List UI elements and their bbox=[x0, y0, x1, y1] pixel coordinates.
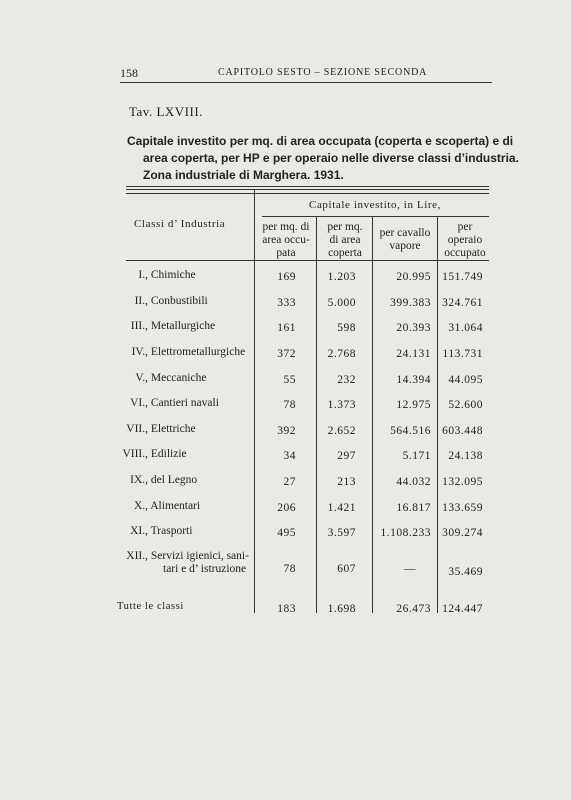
row-label: X., Alimentari bbox=[133, 500, 201, 512]
caption-line-2: area coperta, per HP e per operaio nelle diverse classi d’industria. bbox=[143, 151, 519, 165]
table-top-rule bbox=[126, 186, 489, 187]
table-cell: 78 bbox=[283, 399, 296, 411]
total-cell: 183 bbox=[277, 603, 296, 615]
column-rule-3 bbox=[372, 216, 373, 613]
table-cell: — bbox=[404, 563, 416, 575]
header-bottom-rule bbox=[126, 260, 489, 261]
table-cell: 3.597 bbox=[327, 527, 356, 539]
table-cell: 564.516 bbox=[390, 425, 431, 437]
table-cell: 5.171 bbox=[402, 450, 431, 462]
row-label: II., Conbustibili bbox=[134, 295, 208, 307]
table-cell: 495 bbox=[277, 527, 296, 539]
table-cell: 24.138 bbox=[448, 450, 483, 462]
column-rule-2 bbox=[316, 216, 317, 613]
caption-line-3: Zona industriale di Marghera. 1931. bbox=[143, 168, 344, 182]
row-label: V., Meccaniche bbox=[135, 372, 207, 384]
table-cell: 55 bbox=[283, 374, 296, 386]
row-label: IX., del Legno bbox=[130, 474, 198, 486]
table-cell: 132.095 bbox=[442, 476, 483, 488]
row-label: XII., Servizi igienici, sani- bbox=[126, 550, 249, 562]
row-label: IV., Elettrometallurgiche bbox=[131, 346, 246, 358]
table-cell: 113.731 bbox=[442, 348, 483, 360]
table-cell: 44.032 bbox=[396, 476, 431, 488]
table-cell: 603.448 bbox=[442, 425, 483, 437]
table-cell: 14.394 bbox=[396, 374, 431, 386]
table-cell: 372 bbox=[277, 348, 296, 360]
total-row-label: Tutte le classi bbox=[117, 601, 184, 612]
header-capitale: Capitale investito, in Lire, bbox=[309, 199, 441, 211]
table-cell: 12.975 bbox=[396, 399, 431, 411]
column-rule-1 bbox=[254, 190, 255, 613]
header-rule bbox=[120, 82, 492, 83]
table-cell: 297 bbox=[337, 450, 356, 462]
row-label-continuation: tari e d’ istruzione bbox=[163, 563, 247, 575]
page-header bbox=[120, 66, 492, 82]
table-cell: 213 bbox=[337, 476, 356, 488]
total-cell: 124.447 bbox=[442, 603, 483, 615]
capitale-rule bbox=[262, 216, 489, 217]
row-label: VII., Elettriche bbox=[126, 423, 196, 435]
table-cell: 324.761 bbox=[442, 297, 483, 309]
table-cell: 1.108.233 bbox=[380, 527, 431, 539]
header-classi: Classi d’ Industria bbox=[134, 218, 226, 230]
table-top-rule-2 bbox=[126, 189, 489, 190]
table-cell: 20.995 bbox=[396, 271, 431, 283]
col-header-per-cavallo-vapore: per cavallo vapore bbox=[379, 227, 431, 252]
caption-line-1: Capitale investito per mq. di area occupata (coperta e scoperta) e di bbox=[127, 134, 514, 148]
table-cell: 78 bbox=[283, 563, 296, 575]
table-cell: 5.000 bbox=[327, 297, 356, 309]
col-header-per-mq-area-coperta: per mq. di area coperta bbox=[327, 221, 363, 259]
row-label: XI., Trasporti bbox=[130, 525, 193, 537]
table-cell: 161 bbox=[277, 322, 296, 334]
table-cell: 35.469 bbox=[448, 566, 483, 578]
table-cell: 133.659 bbox=[442, 502, 483, 514]
table-cell: 44.095 bbox=[448, 374, 483, 386]
table-cell: 24.131 bbox=[396, 348, 431, 360]
table-cell: 34 bbox=[283, 450, 296, 462]
table-cell: 399.383 bbox=[390, 297, 431, 309]
table-cell: 52.600 bbox=[448, 399, 483, 411]
table-top-rule-3 bbox=[126, 193, 489, 194]
table-cell: 598 bbox=[337, 322, 356, 334]
table-cell: 232 bbox=[337, 374, 356, 386]
table-cell: 2.768 bbox=[327, 348, 356, 360]
col-header-per-mq-area-occupata: per mq. di area occu- pata bbox=[262, 221, 310, 259]
column-rule-4 bbox=[437, 216, 438, 613]
running-title: CAPITOLO SESTO – SEZIONE SECONDA bbox=[218, 67, 428, 78]
table-cell: 1.421 bbox=[327, 502, 356, 514]
table-cell: 20.393 bbox=[396, 322, 431, 334]
table-cell: 151.749 bbox=[442, 271, 483, 283]
row-label: I., Chimiche bbox=[138, 269, 196, 281]
table-label: Tav. LXVIII. bbox=[129, 104, 203, 119]
table-cell: 2.652 bbox=[327, 425, 356, 437]
table-cell: 31.064 bbox=[448, 322, 483, 334]
total-cell: 26.473 bbox=[396, 603, 431, 615]
table-cell: 206 bbox=[277, 502, 296, 514]
table-cell: 1.203 bbox=[327, 271, 356, 283]
row-label: III., Metallurgiche bbox=[130, 320, 216, 332]
table-cell: 607 bbox=[337, 563, 356, 575]
row-label: VIII., Edilizie bbox=[122, 448, 187, 460]
row-label: VI., Cantieri navali bbox=[130, 397, 219, 409]
page-number: 158 bbox=[120, 66, 138, 80]
table-cell: 27 bbox=[283, 476, 296, 488]
table-cell: 16.817 bbox=[396, 502, 431, 514]
col-header-per-operaio-occupato: per operaio occupato bbox=[444, 221, 486, 259]
table-cell: 1.373 bbox=[327, 399, 356, 411]
table-cell: 333 bbox=[277, 297, 296, 309]
table-caption bbox=[127, 133, 519, 184]
table-cell: 392 bbox=[277, 425, 296, 437]
total-cell: 1.698 bbox=[327, 603, 356, 615]
table-cell: 169 bbox=[277, 271, 296, 283]
table-cell: 309.274 bbox=[442, 527, 483, 539]
